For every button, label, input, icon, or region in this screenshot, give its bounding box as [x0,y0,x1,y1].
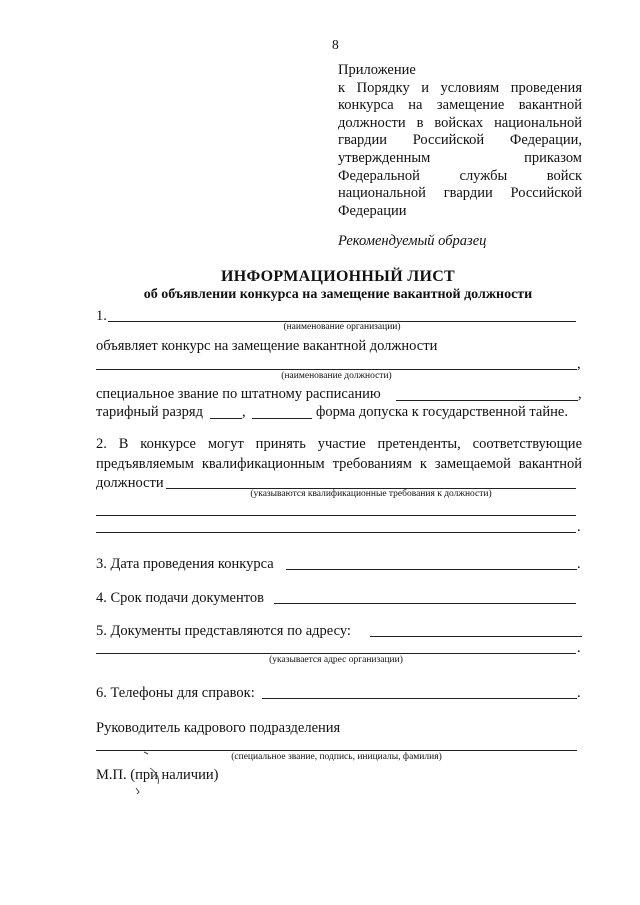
comma: , [577,356,581,372]
tariff-field-2[interactable] [252,418,312,419]
announce-text: объявляет конкурс на замещение вакантной должности [96,338,438,354]
address-field[interactable] [370,636,582,637]
section1-number: 1. [96,308,107,324]
page-number: 8 [332,37,339,52]
section2-line: 2. В конкурсе могут принять участие претенденты, соответствующие [96,436,582,452]
appendix-line: гвардии Российской Федерации, [338,132,582,149]
section2-line: должности [96,475,164,491]
separator-comma: , [242,404,246,420]
period: . [577,519,581,535]
requirements-caption: (указываются квалификационные требования к должности) [250,489,492,499]
address-caption: (указывается адрес организации) [269,655,403,665]
contest-date-field[interactable] [286,569,577,570]
appendix-line: национальной гвардии Российской [338,185,582,202]
address-field-2[interactable] [96,653,576,654]
appendix-line: Федеральной службы войск [338,167,582,184]
appendix-block [338,62,582,220]
tariff-label: тарифный разряд [96,404,203,420]
appendix-line: Приложение [338,62,416,78]
requirements-field-3[interactable] [96,532,576,533]
period: . [577,640,581,656]
requirements-field-2[interactable] [96,515,576,516]
pen-mark-icon [130,748,170,798]
appendix-line: утвержденным приказом [338,149,582,166]
submission-period-field[interactable] [274,603,576,604]
position-name-field[interactable] [96,369,577,370]
rank-field[interactable] [396,400,578,401]
section6-label: 6. Телефоны для справок: [96,685,255,701]
org-name-caption: (наименование организации) [283,322,401,332]
rank-label: специальное звание по штатному расписанию [96,386,381,402]
appendix-line: конкурса на замещение вакантной [338,97,582,114]
signature-caption: (специальное звание, подпись, инициалы, фамилия) [231,752,442,762]
section4-label: 4. Срок подачи документов [96,590,264,606]
clearance-label: форма допуска к государственной тайне. [316,404,568,420]
position-name-caption: (наименование должности) [281,371,392,381]
sample-note: Рекомендуемый образец [338,233,487,249]
period: . [577,556,581,572]
appendix-line: к Порядку и условиям проведения [338,79,582,96]
document-subtitle: об объявлении конкурса на замещение вакантной должности [143,287,533,302]
period: . [577,685,581,701]
section5-label: 5. Документы представляются по адресу: [96,623,351,639]
document-title: ИНФОРМАЦИОННЫЙ ЛИСТ [220,268,456,285]
comma: , [578,386,582,402]
section2-line: предъявляемым квалификационным требованиям к замещаемой вакантной [96,456,582,472]
appendix-line: должности в войсках национальной [338,114,582,131]
appendix-line: Федерации [338,202,407,219]
stamp-note: М.П. (при наличии) [96,767,219,783]
section3-label: 3. Дата проведения конкурса [96,556,274,572]
phones-field[interactable] [262,698,577,699]
head-label: Руководитель кадрового подразделения [96,720,341,736]
tariff-field[interactable] [210,418,242,419]
